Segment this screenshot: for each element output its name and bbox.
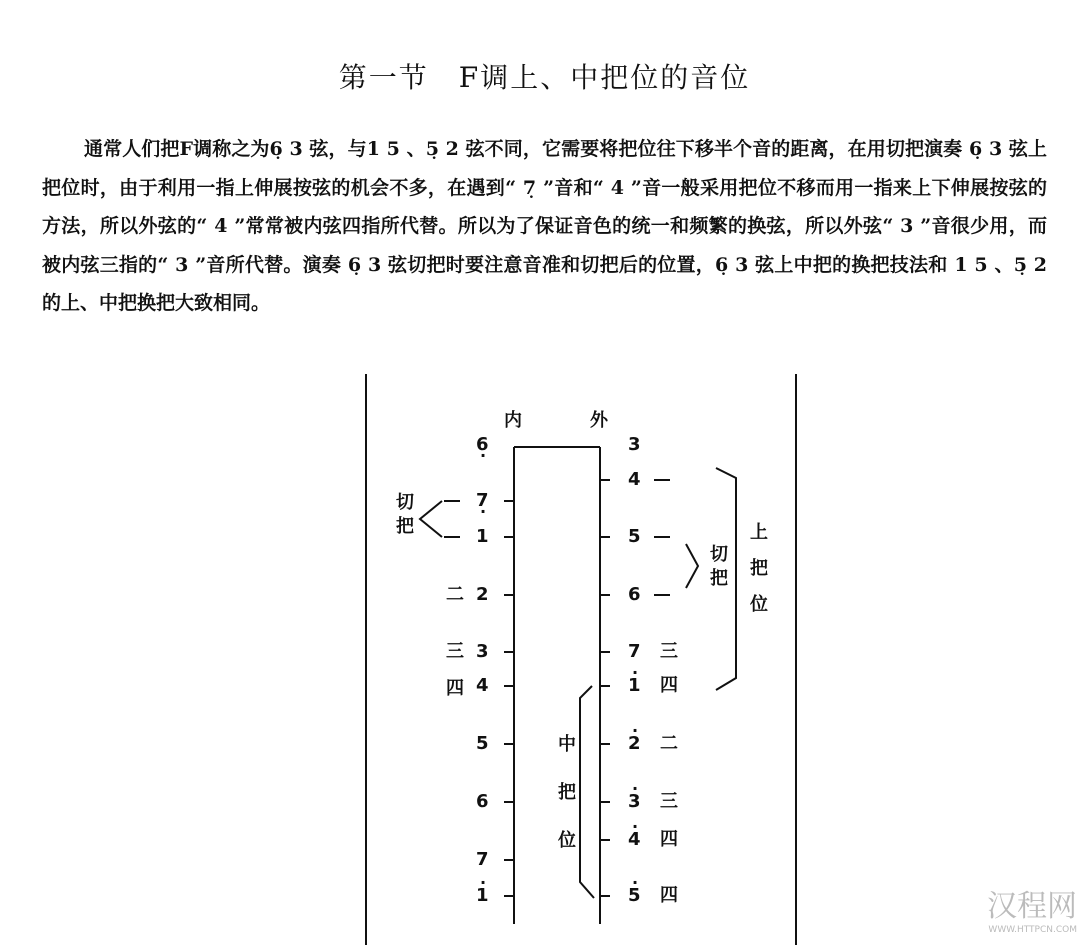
outer-finger: 四	[660, 829, 678, 850]
outer-note: 4	[628, 469, 641, 490]
watermark-logo	[987, 881, 1077, 935]
outer-note: 5	[628, 526, 641, 547]
inner-finger: 四	[446, 678, 464, 699]
outer-note: · 4	[628, 831, 641, 849]
outer-note: · 2	[628, 735, 641, 753]
inner-finger: 二	[446, 584, 464, 605]
inner-note: 7	[476, 849, 489, 870]
outer-finger: 四	[660, 885, 678, 906]
outer-note: · 3	[628, 793, 641, 811]
right-cut-label: 切把	[707, 544, 728, 592]
watermark-url: WWW.HTTPCN.COM	[988, 925, 1077, 935]
diagram-lines	[364, 374, 798, 945]
inner-note: 6	[476, 791, 489, 812]
inner-open-note: 6 ·	[476, 436, 489, 454]
watermark-text: 汉程网	[987, 889, 1077, 924]
outer-finger: 四	[660, 675, 678, 696]
paragraph-text: 通常人们把F调称之为6̣ 3 弦，与1 5 、5̣ 2 弦不同，它需要将把位往下移半个音的距离，在用切把演奏 6̣ 3 弦上把位时，由于利用一指上伸展按弦的机会不多，在遇到“ 7̣ ”音和“ 4 ”音一般采用把位不移而用一指来上下伸展按弦的方法，所以外弦的“ 4 ”常常被内弦四指所代替。所以为了保证音色的统一和频繁的换弦，所以外弦“ 3 ”音很少用，而被内弦三指的“ 3 ”音所代替。演奏 6̣ 3 弦切把时要注意音准和切把后的位置，6̣ 3 弦上中把的换把技法和 1 5 、5̣ 2 的上、中把换把大致相同。	[42, 138, 1047, 314]
page-title: 第一节 F调上、中把位的音位	[338, 61, 751, 94]
outer-note: · 5	[628, 887, 641, 905]
inner-header: 内	[504, 410, 522, 431]
outer-finger: 三	[660, 791, 678, 812]
left-cut-label: 切把	[393, 492, 414, 540]
inner-note: · 1	[476, 887, 489, 905]
outer-note: 7	[628, 641, 641, 662]
inner-note: 2	[476, 584, 489, 605]
inner-note: 7 ·	[476, 492, 489, 510]
outer-note: 6	[628, 584, 641, 605]
inner-note: 3	[476, 641, 489, 662]
left-cut-bracket	[420, 501, 442, 537]
inner-note: 5	[476, 733, 489, 754]
right-cut-bracket	[686, 544, 698, 588]
middle-position-label: 中把位	[555, 734, 576, 878]
upper-position-label: 上把位	[747, 522, 768, 630]
inner-note: 1	[476, 526, 489, 547]
body-paragraph	[42, 130, 1047, 323]
inner-finger: 三	[446, 641, 464, 662]
outer-header: 外	[590, 410, 608, 431]
outer-finger: 二	[660, 733, 678, 754]
inner-note: 4	[476, 675, 489, 696]
outer-open-note: 3	[628, 434, 641, 455]
outer-note: · 1	[628, 677, 641, 695]
fingering-diagram	[364, 374, 798, 945]
outer-finger: 三	[660, 641, 678, 662]
middle-position-bracket	[580, 686, 594, 898]
